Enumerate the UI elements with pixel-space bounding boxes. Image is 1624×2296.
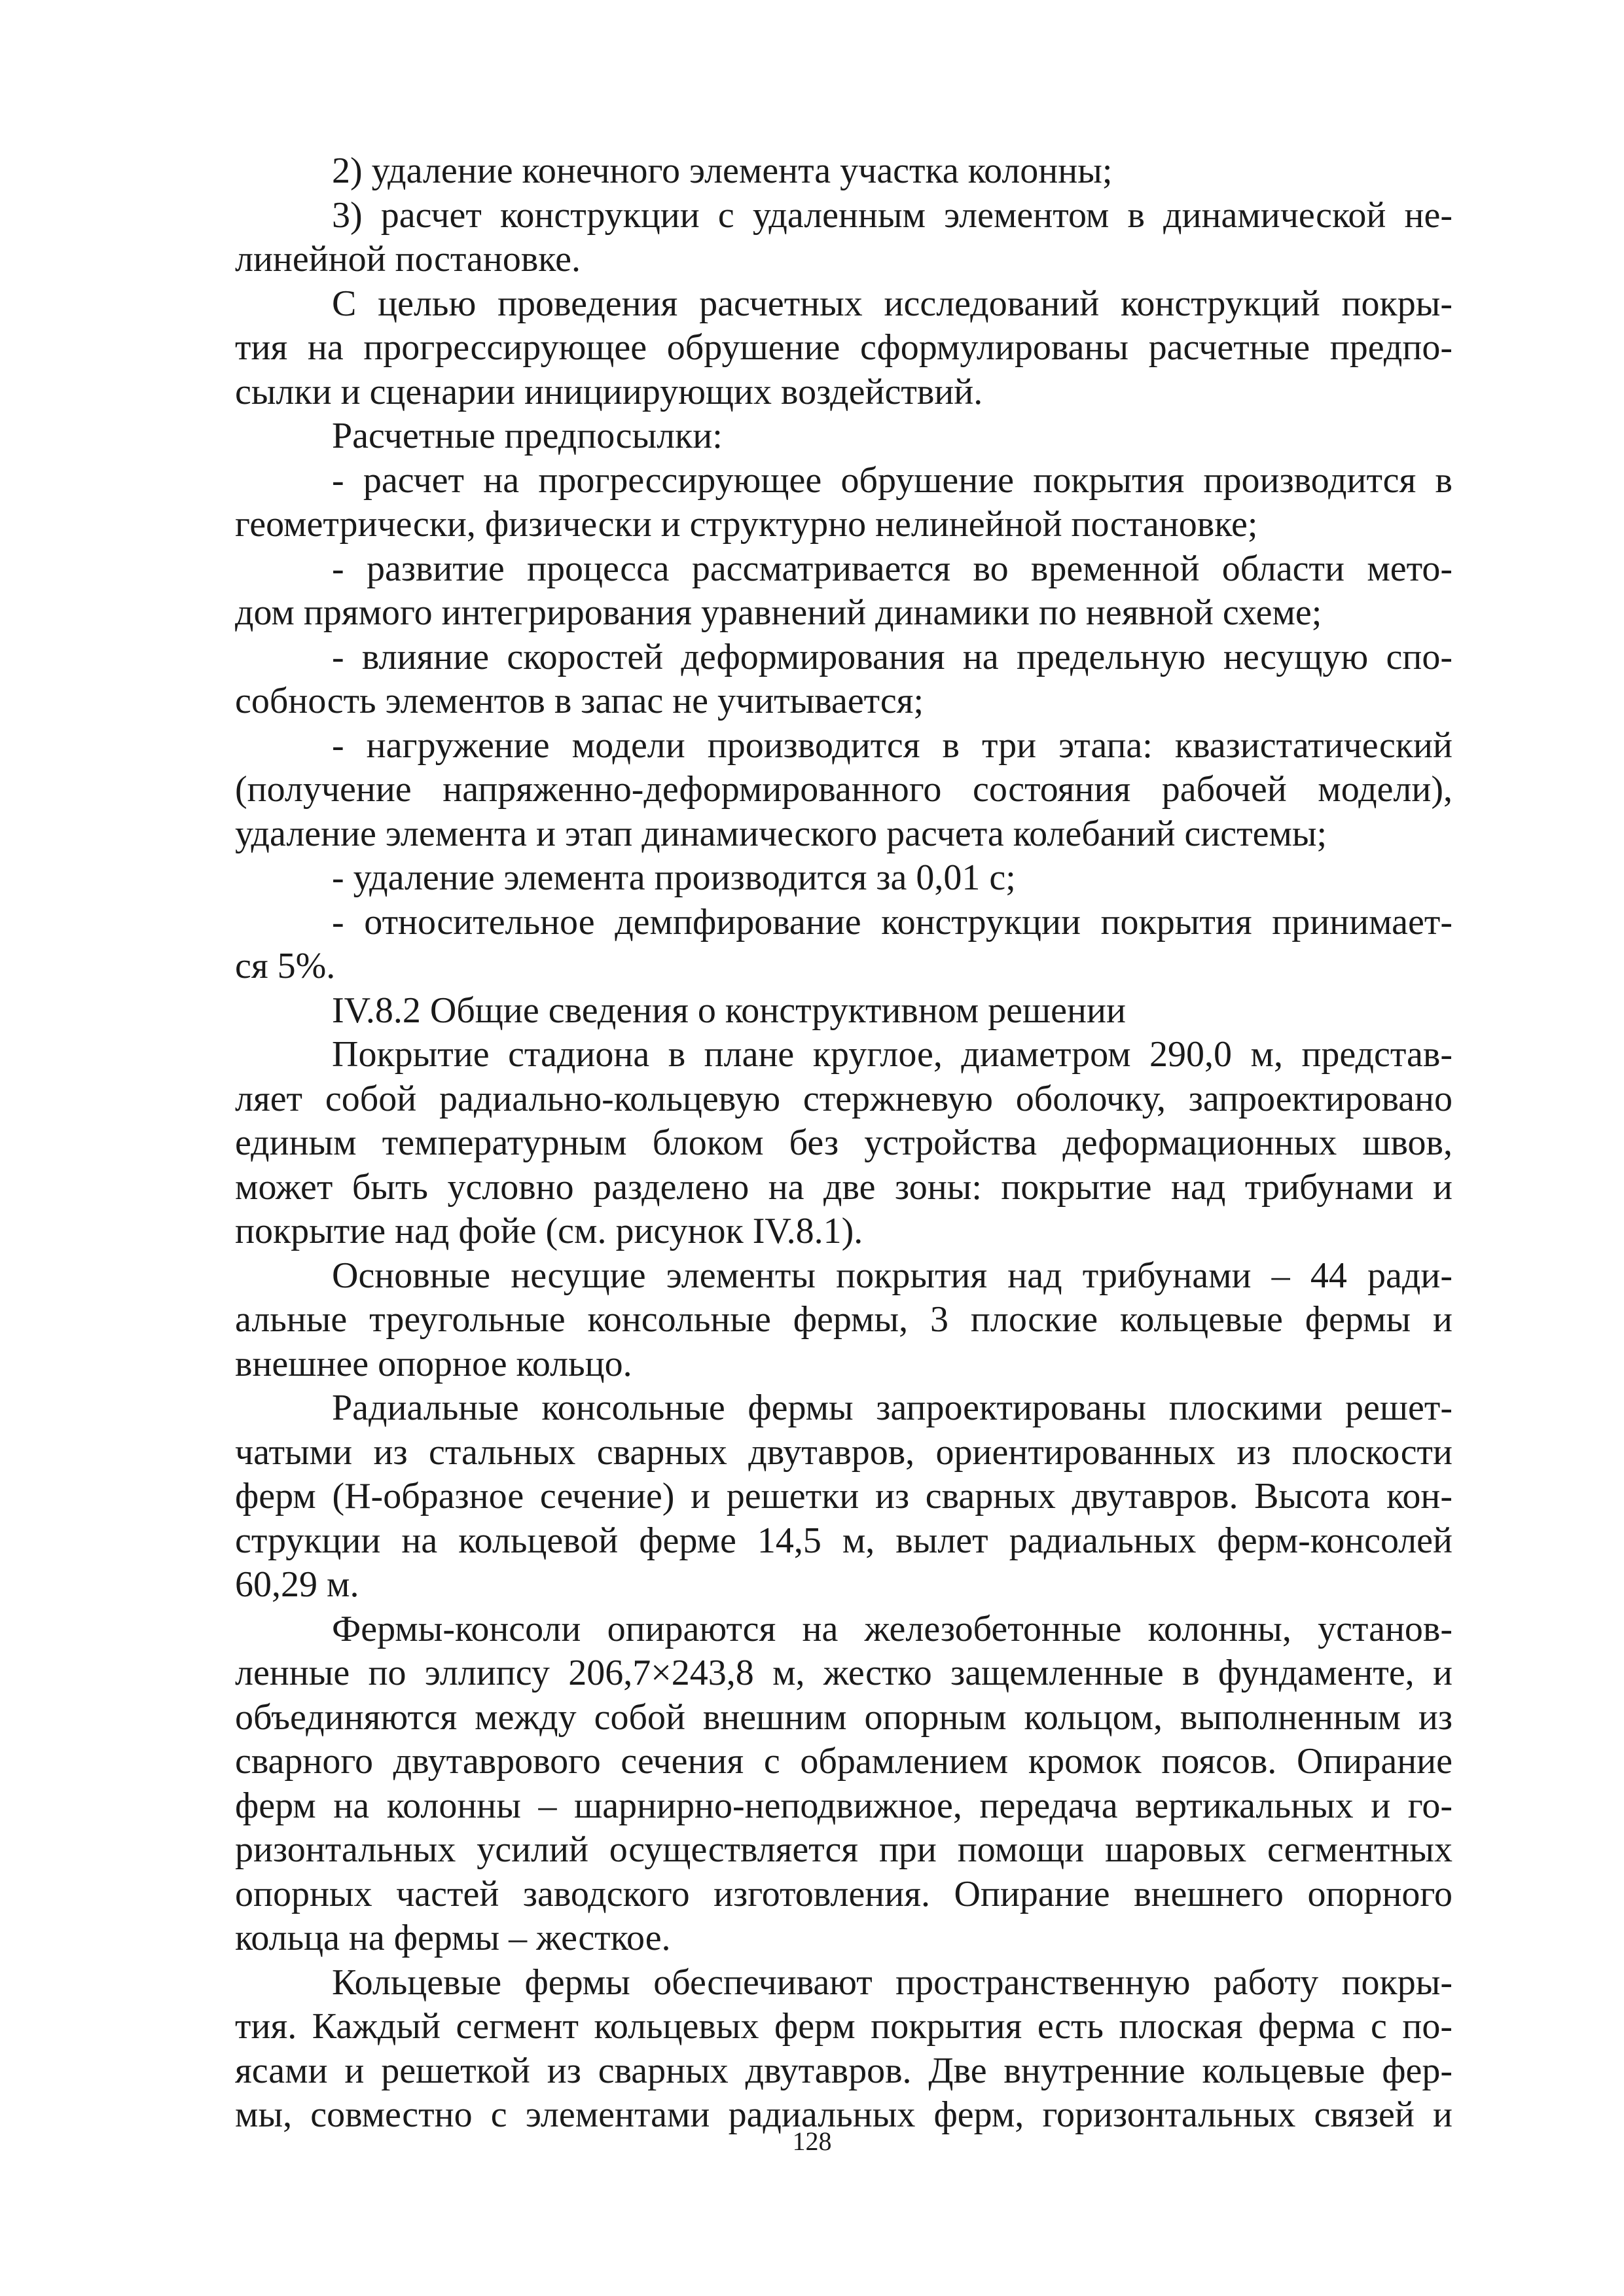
text-line: - развитие процесса рассматривается во временной области мето- <box>332 548 1453 589</box>
text-line: тия. Каждый сегмент кольцевых ферм покрытия есть плоская ферма с по- <box>235 2006 1453 2047</box>
text-line: может быть условно разделено на две зоны: покрытие над трибунами и <box>235 1166 1453 1208</box>
text-line: струкции на кольцевой ферме 14,5 м, вылет радиальных ферм-консолей <box>235 1520 1453 1561</box>
text-line: ленные по эллипсу 206,7×243,8 м, жестко защемленные в фундаменте, и <box>235 1653 1453 1693</box>
text-line: ляет собой радиально-кольцевую стержневую оболочку, запроектировано <box>235 1078 1453 1119</box>
text-line: ферм (Н-образное сечение) и решетки из сварных двутавров. Высота кон- <box>235 1476 1453 1516</box>
text-line: - расчет на прогрессирующее обрушение покрытия производится в <box>332 459 1453 501</box>
text-line: Основные несущие элементы покрытия над трибунами – 44 ради- <box>332 1255 1453 1296</box>
text-line: собность элементов в запас не учитывается; <box>235 681 924 721</box>
text-line: 2) удаление конечного элемента участка колонны; <box>332 151 1113 191</box>
text-line: - нагружение модели производится в три этапа: квазистатический <box>332 725 1453 766</box>
text-line: Фермы-консоли опираются на железобетонные колонны, установ- <box>332 1608 1453 1649</box>
text-line: тия на прогрессирующее обрушение сформулированы расчетные предпо- <box>235 327 1453 368</box>
text-line: линейной постановке. <box>235 239 581 279</box>
page-number: 128 <box>792 2126 832 2156</box>
text-line: сылки и сценарии инициирующих воздействий. <box>235 371 983 412</box>
text-line: 60,29 м. <box>235 1564 359 1605</box>
text-line: ферм на колонны – шарнирно-неподвижное, передача вертикальных и го- <box>235 1785 1453 1826</box>
text-line: - относительное демпфирование конструкции покрытия принимает- <box>332 901 1453 942</box>
text-line: - влияние скоростей деформирования на предельную несущую спо- <box>332 636 1453 677</box>
text-line: 3) расчет конструкции с удаленным элементом в динамической не- <box>332 194 1453 236</box>
text-line: Расчетные предпосылки: <box>332 416 723 456</box>
text-line: объединяются между собой внешним опорным кольцом, выполненным из <box>235 1696 1453 1738</box>
text-line: ясами и решеткой из сварных двутавров. Две внутренние кольцевые фер- <box>235 2050 1453 2091</box>
text-line: С целью проведения расчетных исследований конструкций покры- <box>332 283 1453 324</box>
text-line: кольца на фермы – жесткое. <box>235 1918 671 1958</box>
text-line: ризонтальных усилий осуществляется при помощи шаровых сегментных <box>235 1829 1453 1870</box>
text-line: дом прямого интегрирования уравнений динамики по неявной схеме; <box>235 592 1322 633</box>
text-line: (получение напряженно-деформированного состояния рабочей модели), <box>235 769 1453 810</box>
page-body <box>235 149 1453 2138</box>
text-line: покрытие над фойе (см. рисунок IV.8.1). <box>235 1211 863 1251</box>
text-line: удаление элемента и этап динамического расчета колебаний системы; <box>235 813 1327 854</box>
text-line: сварного двутаврового сечения с обрамлением кромок поясов. Опирание <box>235 1741 1453 1782</box>
text-line: мы, совместно с элементами радиальных ферм, горизонтальных связей и <box>235 2094 1453 2135</box>
text-line: опорных частей заводского изготовления. Опирание внешнего опорного <box>235 1873 1453 1914</box>
text-line: альные треугольные консольные фермы, 3 плоские кольцевые фермы и <box>235 1299 1453 1340</box>
text-line: чатыми из стальных сварных двутавров, ориентированных из плоскости <box>235 1431 1453 1473</box>
text-line: Кольцевые фермы обеспечивают пространственную работу покры- <box>332 1962 1453 2003</box>
text-line: внешнее опорное кольцо. <box>235 1343 632 1384</box>
text-line: геометрически, физически и структурно нелинейной постановке; <box>235 504 1258 545</box>
text-line: - удаление элемента производится за 0,01 с; <box>332 857 1016 898</box>
section-heading: IV.8.2 Общие сведения о конструктивном решении <box>332 990 1126 1031</box>
text-line: единым температурным блоком без устройства деформационных швов, <box>235 1122 1453 1163</box>
text-line: Радиальные консольные фермы запроектированы плоскими решет- <box>332 1388 1453 1428</box>
text-line: Покрытие стадиона в плане круглое, диаметром 290,0 м, представ- <box>332 1034 1453 1075</box>
text-line: ся 5%. <box>235 946 336 986</box>
